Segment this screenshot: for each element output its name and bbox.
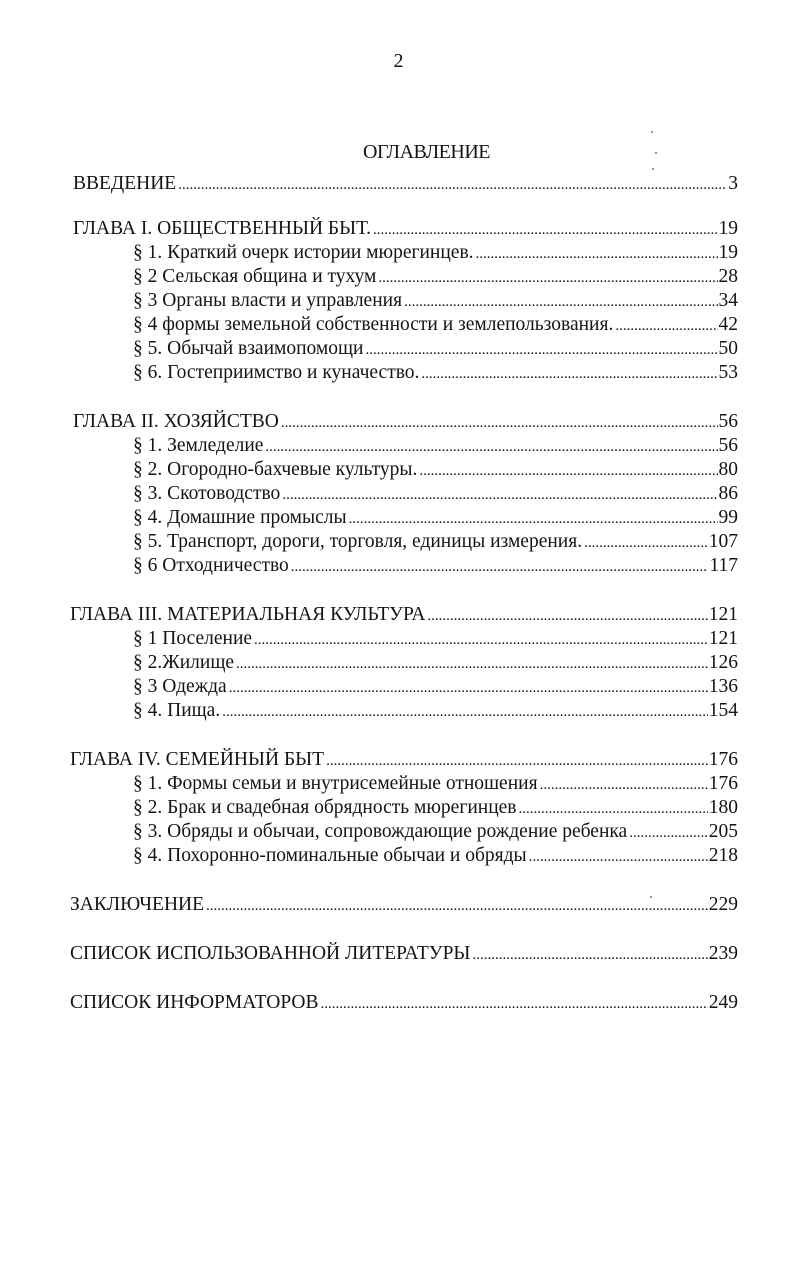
toc-entry-chapter[interactable]	[73, 217, 738, 241]
dot-leader	[529, 844, 708, 869]
toc-entry-chapter[interactable]	[70, 603, 738, 627]
toc-entry-page: 176	[708, 773, 738, 794]
chapter-3	[0, 603, 797, 723]
toc-entry-section[interactable]	[133, 241, 738, 265]
toc-entry-label: ЗАКЛЮЧЕНИЕ	[70, 894, 205, 915]
dot-leader	[236, 651, 708, 676]
scan-speck	[655, 152, 657, 154]
toc-entry-section[interactable]	[133, 434, 738, 458]
toc-entry-chapter[interactable]	[73, 410, 738, 434]
toc-entry-page: 99	[718, 507, 738, 528]
chapter-4	[0, 748, 797, 868]
toc-entry-page: 136	[708, 676, 738, 697]
toc-entry-label: СПИСОК ИНФОРМАТОРОВ	[70, 992, 319, 1013]
dot-leader	[178, 172, 727, 197]
toc-entry-page: 176	[708, 749, 738, 770]
toc-entry-page: 80	[718, 459, 738, 480]
toc-entry-label: § 4 формы земельной собственности и землепользования.	[133, 314, 614, 335]
dot-leader	[421, 361, 717, 386]
toc-entry-section[interactable]	[133, 482, 738, 506]
toc-entry-page: 19	[718, 218, 738, 239]
toc-entry-page: 249	[708, 992, 738, 1013]
toc-entry-section[interactable]	[133, 313, 738, 337]
dot-leader	[584, 530, 708, 555]
toc-entry-page: 121	[708, 628, 738, 649]
toc-entry-page: 19	[718, 242, 738, 263]
toc-entry-label: § 6 Отходничество	[133, 555, 289, 576]
toc-entry-page: 180	[708, 797, 738, 818]
toc-entry-page: 121	[708, 604, 738, 625]
dot-leader	[254, 627, 708, 652]
scan-speck	[652, 168, 654, 170]
dot-leader	[472, 942, 707, 967]
table-of-contents	[0, 172, 797, 1015]
toc-entry-page: 56	[718, 411, 738, 432]
dot-leader	[427, 603, 707, 628]
dot-leader	[540, 772, 708, 797]
toc-entry-page: 3	[728, 173, 738, 194]
toc-entry-page: 229	[708, 894, 738, 915]
toc-entry-page: 86	[718, 483, 738, 504]
toc-entry-label: § 1. Земледелие	[133, 435, 264, 456]
toc-entry-label: § 2. Огородно-бахчевые культуры.	[133, 459, 418, 480]
dot-leader	[476, 241, 718, 266]
toc-entry-label: § 3. Скотоводство	[133, 483, 281, 504]
toc-entry-page: 218	[708, 845, 738, 866]
toc-entry-chapter[interactable]	[70, 748, 738, 772]
toc-entry-section[interactable]	[133, 675, 738, 699]
toc-entry-section[interactable]	[133, 844, 738, 868]
toc-entry-label: § 1 Поселение	[133, 628, 253, 649]
dot-leader	[519, 796, 708, 821]
toc-entry-section[interactable]	[133, 796, 738, 820]
toc-entry-label: § 2. Брак и свадебная обрядность мюрегинцев	[133, 797, 517, 818]
toc-entry-label: ГЛАВА III. МАТЕРИАЛЬНАЯ КУЛЬТУРА	[70, 604, 426, 625]
dot-leader	[206, 893, 708, 918]
toc-entry-section[interactable]	[133, 627, 738, 651]
dot-leader	[629, 820, 708, 845]
dot-leader	[265, 434, 717, 459]
toc-entry-bibliography[interactable]	[70, 942, 738, 966]
chapter-1	[0, 217, 797, 385]
toc-entry-section[interactable]	[133, 820, 738, 844]
toc-entry-label: § 4. Похоронно-поминальные обычаи и обряды	[133, 845, 527, 866]
toc-entry-page: 34	[718, 290, 738, 311]
toc-entry-label: § 4. Пища.	[133, 700, 221, 721]
dot-leader	[222, 699, 708, 724]
toc-entry-intro[interactable]	[73, 172, 738, 196]
dot-leader	[281, 410, 718, 435]
dot-leader	[615, 313, 717, 338]
toc-entry-page: 239	[708, 943, 738, 964]
dot-leader	[365, 337, 717, 362]
toc-entry-section[interactable]	[133, 506, 738, 530]
dot-leader	[373, 217, 718, 242]
toc-entry-section[interactable]	[133, 530, 738, 554]
dot-leader	[229, 675, 708, 700]
toc-entry-label: ВВЕДЕНИЕ	[73, 173, 177, 194]
toc-entry-label: ГЛАВА I. ОБЩЕСТВЕННЫЙ БЫТ.	[73, 218, 371, 239]
toc-entry-page: 107	[708, 531, 738, 552]
toc-entry-page: 126	[708, 652, 738, 673]
page-number: 2	[393, 50, 404, 72]
toc-entry-page: 28	[718, 266, 738, 287]
toc-entry-page: 53	[718, 362, 738, 383]
toc-entry-page: 117	[709, 555, 738, 576]
toc-entry-page: 42	[718, 314, 738, 335]
scan-speck	[651, 131, 653, 133]
toc-entry-section[interactable]	[133, 337, 738, 361]
toc-entry-section[interactable]	[133, 458, 738, 482]
toc-entry-conclusion[interactable]	[70, 893, 738, 917]
chapter-2	[0, 410, 797, 578]
toc-entry-label: § 1. Краткий очерк истории мюрегинцев.	[133, 242, 474, 263]
toc-entry-label: § 6. Гостеприимство и куначество.	[133, 362, 420, 383]
toc-entry-label: § 3 Органы власти и управления	[133, 290, 403, 311]
toc-entry-section[interactable]	[133, 554, 738, 578]
toc-entry-label: § 5. Транспорт, дороги, торговля, единицы измерения.	[133, 531, 583, 552]
toc-entry-page: 50	[718, 338, 738, 359]
toc-entry-page: 56	[718, 435, 738, 456]
toc-entry-section[interactable]	[133, 699, 738, 723]
toc-entry-page: 205	[708, 821, 738, 842]
toc-entry-section[interactable]	[133, 361, 738, 385]
toc-entry-label: § 5. Обычай взаимопомощи	[133, 338, 364, 359]
toc-entry-label: СПИСОК ИСПОЛЬЗОВАННОЙ ЛИТЕРАТУРЫ	[70, 943, 471, 964]
toc-entry-label: § 2.Жилище	[133, 652, 234, 673]
dot-leader	[321, 991, 708, 1016]
toc-title: ОГЛАВЛЕНИЕ	[363, 141, 490, 163]
toc-entry-label: § 1. Формы семьи и внутрисемейные отношения	[133, 773, 538, 794]
toc-entry-page: 154	[708, 700, 738, 721]
dot-leader	[419, 458, 717, 483]
toc-entry-section[interactable]	[133, 289, 738, 313]
dot-leader	[404, 289, 717, 314]
toc-entry-informants[interactable]	[70, 991, 738, 1015]
toc-entry-section[interactable]	[133, 265, 738, 289]
dot-leader	[378, 265, 717, 290]
toc-entry-label: § 2 Сельская община и тухум	[133, 266, 377, 287]
dot-leader	[326, 748, 708, 773]
toc-entry-label: ГЛАВА IV. СЕМЕЙНЫЙ БЫТ	[70, 749, 325, 770]
toc-entry-label: ГЛАВА II. ХОЗЯЙСТВО	[73, 411, 279, 432]
toc-entry-section[interactable]	[133, 651, 738, 675]
toc-entry-label: § 3 Одежда	[133, 676, 227, 697]
toc-entry-label: § 4. Домашние промыслы	[133, 507, 347, 528]
dot-leader	[291, 554, 709, 579]
toc-entry-label: § 3. Обряды и обычаи, сопровождающие рождение ребенка	[133, 821, 628, 842]
toc-entry-section[interactable]	[133, 772, 738, 796]
dot-leader	[349, 506, 718, 531]
dot-leader	[282, 482, 717, 507]
